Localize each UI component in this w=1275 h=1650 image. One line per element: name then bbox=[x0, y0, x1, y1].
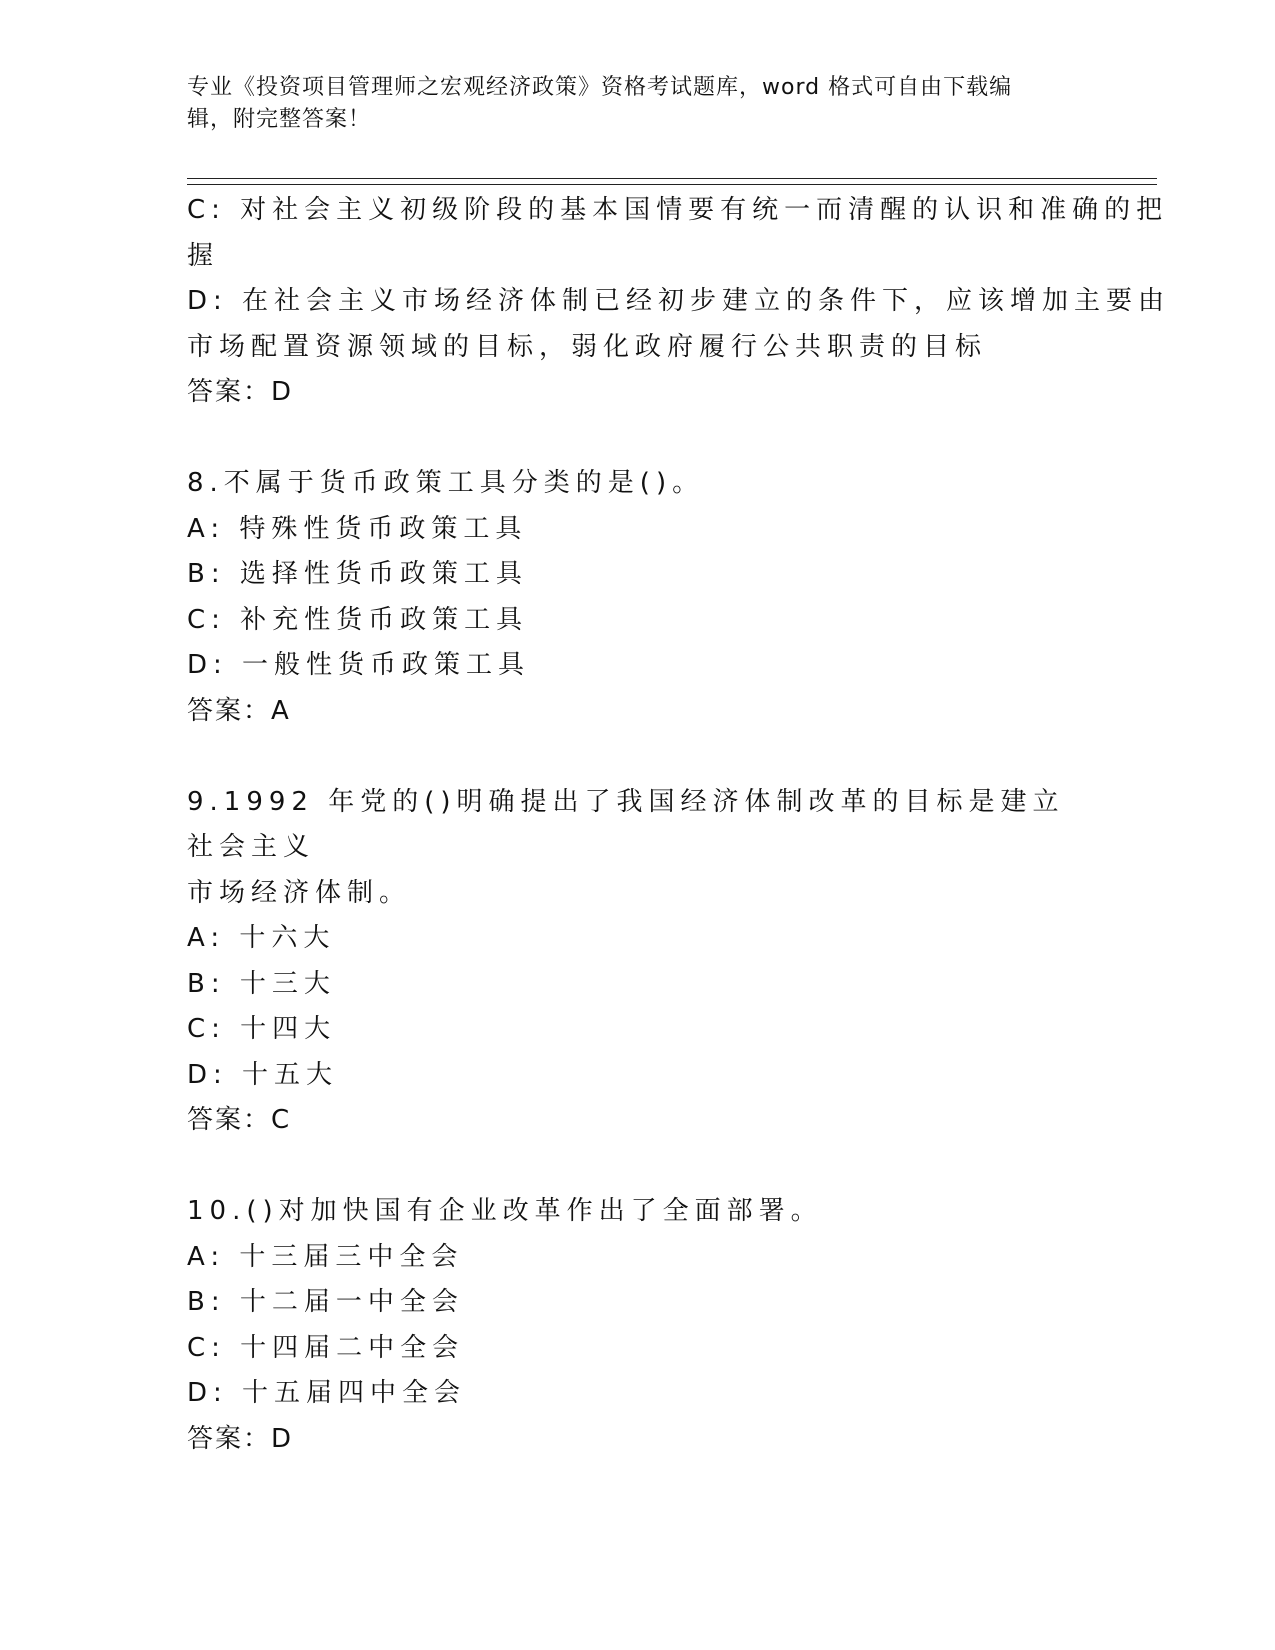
option-c-line-2: 握 bbox=[187, 240, 220, 271]
option-a: A: 十六大 bbox=[187, 923, 336, 953]
document-content bbox=[187, 188, 1171, 1462]
question-10 bbox=[187, 1189, 1087, 1462]
question-title-line-2: 市场经济体制。 bbox=[187, 877, 412, 908]
option-c: C: 十四大 bbox=[187, 1014, 337, 1044]
header-line-2: 辑，附完整答案！ bbox=[187, 107, 372, 132]
option-c: C: 十四届二中全会 bbox=[187, 1332, 465, 1363]
option-d: D: 十五大 bbox=[187, 1059, 339, 1090]
option-d: D: 十五届四中全会 bbox=[187, 1378, 467, 1408]
option-b: B: 十二届一中全会 bbox=[187, 1287, 464, 1317]
question-title: 8.不属于货币政策工具分类的是()。 bbox=[187, 468, 705, 498]
question-title: 10.()对加快国有企业改革作出了全面部署。 bbox=[187, 1196, 823, 1226]
header-divider-bottom bbox=[187, 184, 1157, 185]
question-9 bbox=[187, 780, 1087, 1144]
option-a: A: 特殊性货币政策工具 bbox=[187, 513, 528, 544]
answer: 答案：D bbox=[187, 1423, 294, 1454]
option-d: D: 一般性货币政策工具 bbox=[187, 650, 531, 680]
page-header bbox=[187, 72, 1087, 136]
spacer bbox=[187, 416, 1087, 462]
option-a: A: 十三届三中全会 bbox=[187, 1241, 464, 1272]
spacer bbox=[187, 1144, 1087, 1190]
question-8 bbox=[187, 461, 1087, 734]
header-divider-top bbox=[187, 178, 1157, 179]
option-b: B: 选择性货币政策工具 bbox=[187, 559, 528, 589]
answer: 答案：D bbox=[187, 377, 294, 407]
option-d-line-2: 市场配置资源领域的目标，弱化政府履行公共职责的目标 bbox=[187, 331, 988, 362]
question-title-line-1: 9.1992 年党的()明确提出了我国经济体制改革的目标是建立社会主义 bbox=[187, 786, 1065, 862]
option-c-line-1: C: 对社会主义初级阶段的基本国情要有统一而清醒的认识和准确的把 bbox=[187, 195, 1169, 225]
answer: 答案：A bbox=[187, 695, 291, 726]
spacer bbox=[187, 734, 1087, 780]
option-c: C: 补充性货币政策工具 bbox=[187, 604, 529, 635]
option-b: B: 十三大 bbox=[187, 968, 336, 999]
question-7-continued bbox=[187, 188, 1171, 416]
option-d-line-1: D: 在社会主义市场经济体制已经初步建立的条件下，应该增加主要由 bbox=[187, 286, 1171, 316]
header-line-1: 专业《投资项目管理师之宏观经济政策》资格考试题库，word 格式可自由下载编 bbox=[187, 75, 1013, 100]
answer: 答案：C bbox=[187, 1105, 292, 1135]
